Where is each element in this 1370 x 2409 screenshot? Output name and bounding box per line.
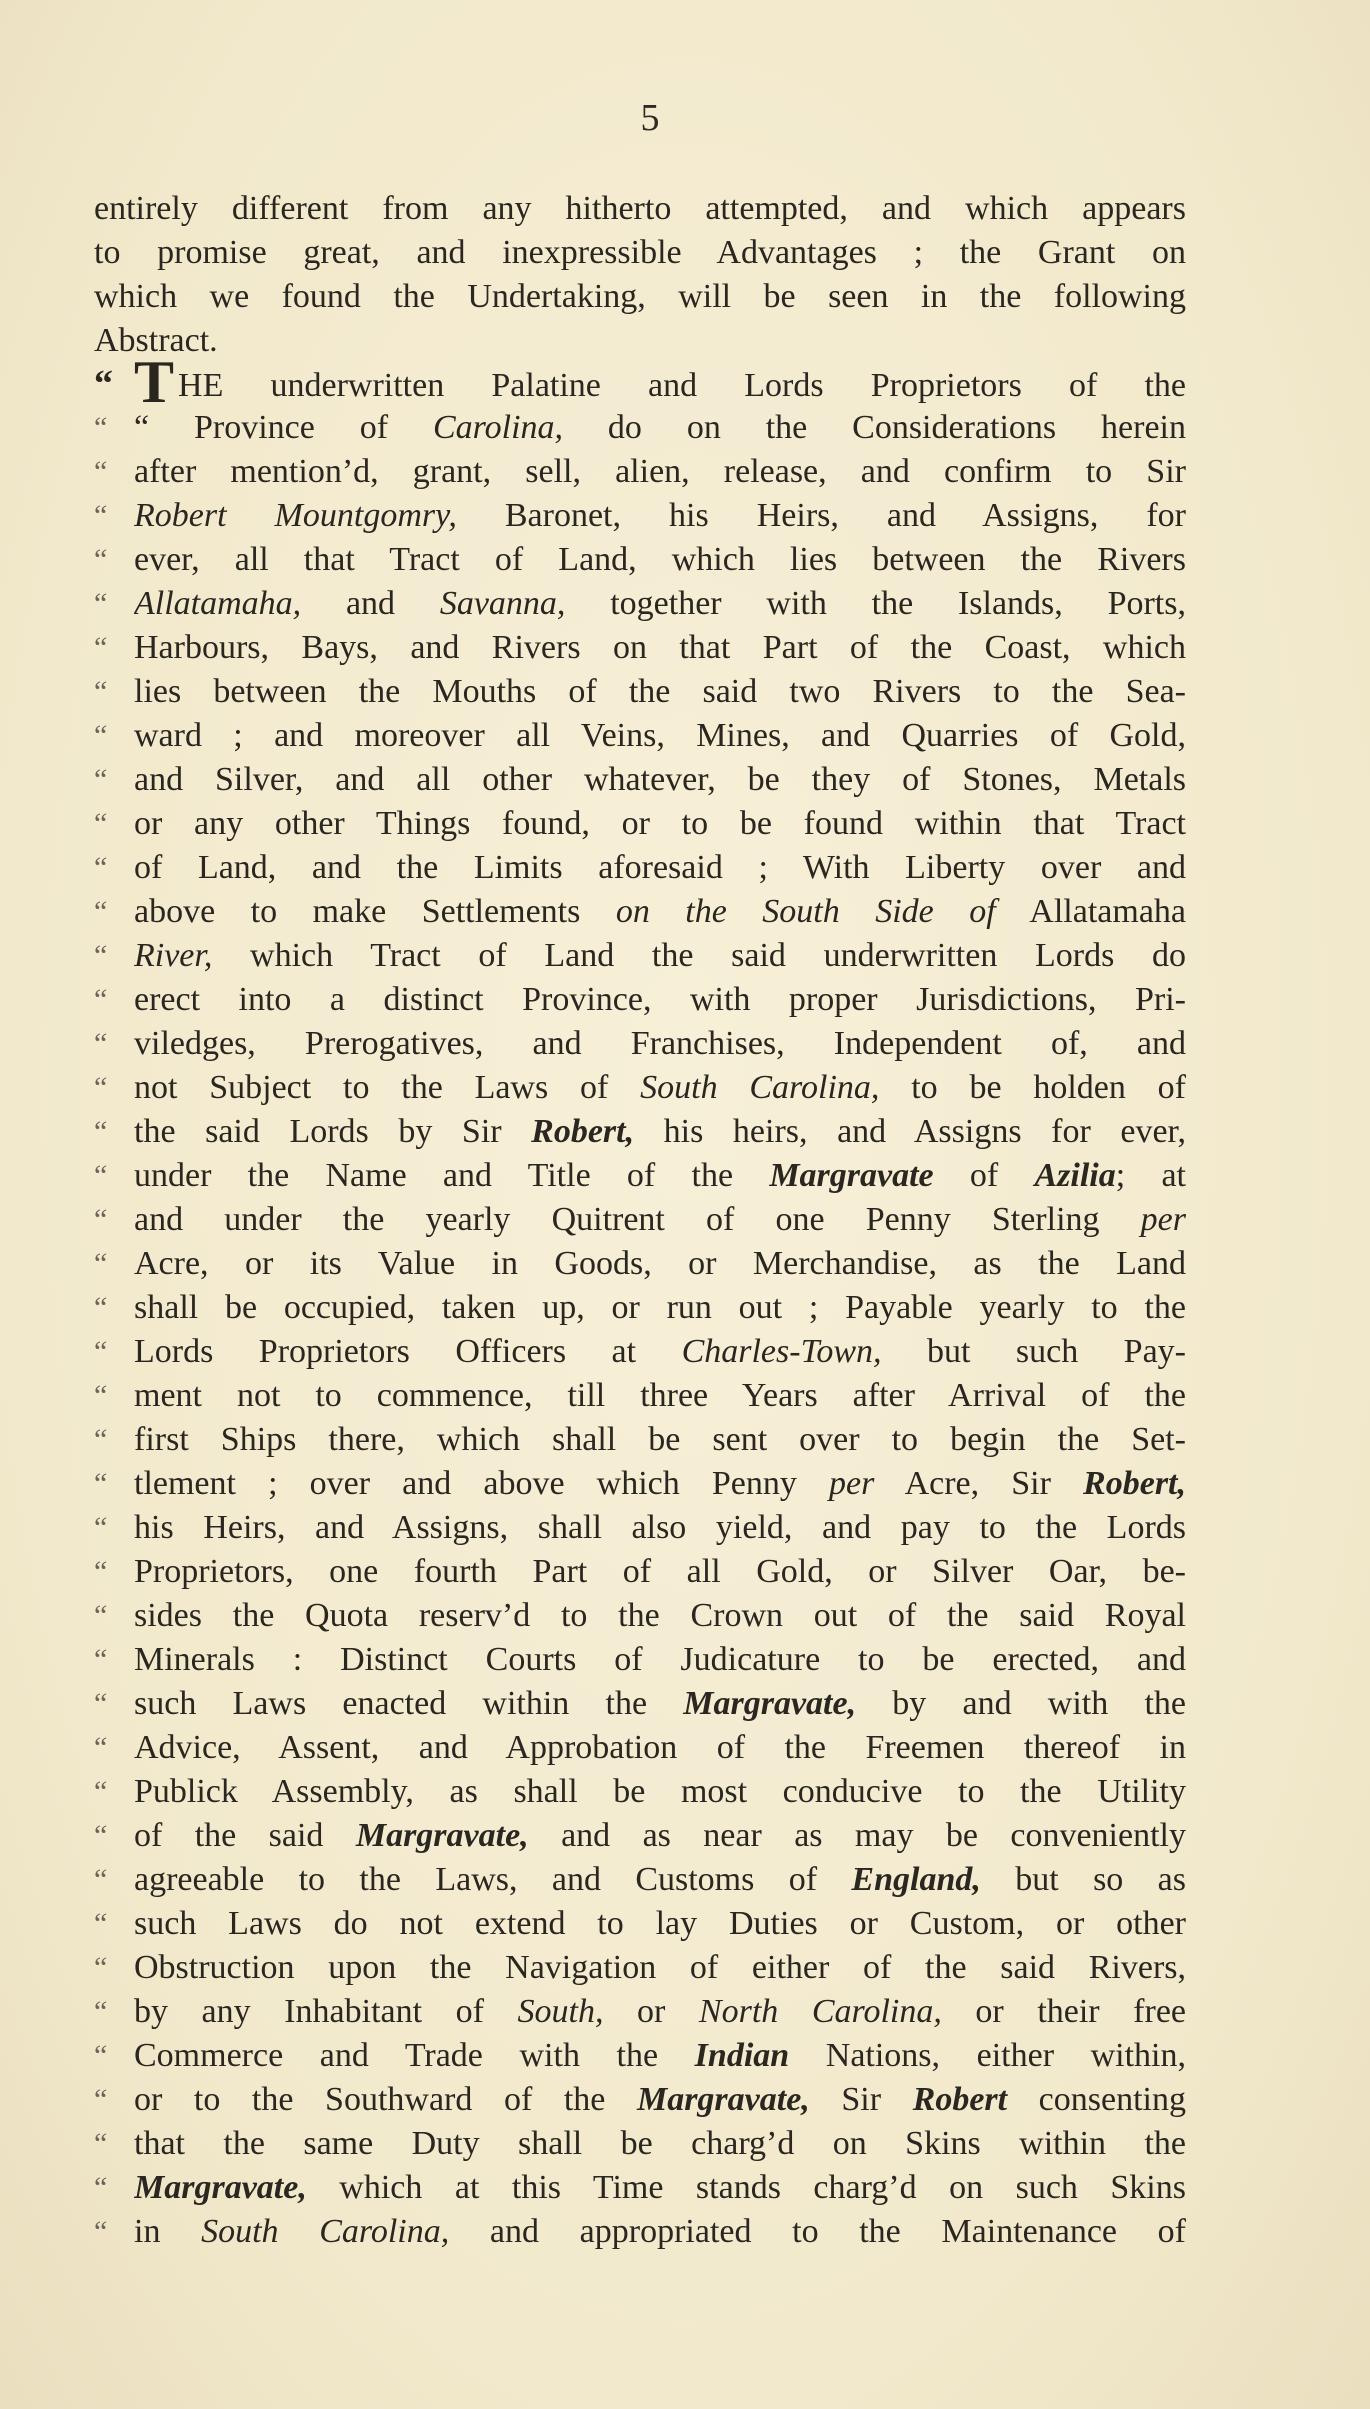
quote-mark: “ [94,1511,108,1544]
quote-mark: “ [94,1863,108,1896]
text-run: such Laws do not extend to lay Duties or Custom, or other [134,1905,1186,1942]
abstract-line [94,1594,1186,1638]
quote-mark: “ [94,2039,108,2072]
emphasized-text: per [829,1465,875,1502]
abstract-line [94,1638,1186,1682]
abstract-line [94,1506,1186,1550]
text-run: together with the Islands, Ports, [565,585,1186,622]
abstract-line [94,1814,1186,1858]
text-run: erect into a distinct Province, with proper Jurisdictions, Pri- [134,981,1186,1018]
abstract-line-text [134,1022,1186,1066]
abstract-line [94,2034,1186,2078]
text-run: which at this Time stands charg’d on such Skins [306,2169,1186,2206]
text-run: or [603,1993,699,2030]
abstract-line [94,1902,1186,1946]
text-run: Harbours, Bays, and Rivers on that Part of the Coast, which [134,629,1186,666]
emphasized-text: Indian [694,2037,790,2074]
text-run: tlement ; over and above which Penny [134,1465,829,1502]
text-run: Obstruction upon the Navigation of either of the said Rivers, [134,1949,1186,1986]
emphasized-text: Robert, [531,1113,635,1150]
abstract-line-text [134,934,1186,978]
emphasized-text: England, [851,1861,981,1898]
quote-mark: “ [94,807,108,840]
text-run: to be holden of [879,1069,1186,1106]
quote-mark: “ [94,1159,108,1192]
abstract-line-text [134,1814,1186,1858]
abstract-line [94,1066,1186,1110]
abstract-line [94,1418,1186,1462]
text-run: which Tract of Land the said underwritten Lords do [212,937,1186,974]
text-run: or their free [941,1993,1186,2030]
abstract-line [94,758,1186,802]
abstract-line [94,2210,1186,2254]
quote-mark: “ [94,1687,108,1720]
quote-mark: “ [94,1027,108,1060]
abstract-line [94,1990,1186,2034]
quote-mark: “ [94,1203,108,1236]
abstract-line [94,1154,1186,1198]
abstract-line-text [134,1638,1186,1682]
emphasized-text: North Carolina, [698,1993,942,2030]
quote-mark: “ [94,1115,108,1148]
emphasized-text: Carolina, [432,409,564,446]
quote-mark: “ [94,1599,108,1632]
text-run: and as near as may be conveniently [528,1817,1186,1854]
text-run: Advice, Assent, and Approbation of the Freemen thereof in [134,1729,1186,1766]
abstract-line [94,890,1186,934]
emphasized-text: Charles-Town, [681,1333,882,1370]
text-run: and Silver, and all other whatever, be they of Stones, Metals [134,761,1186,798]
text-run: or any other Things found, or to be found within that Tract [134,805,1186,842]
quote-mark: “ [94,1907,108,1940]
abstract-line-text [134,1902,1186,1946]
text-run: Lords Proprietors Officers at [134,1333,682,1370]
abstract-line [94,2078,1186,2122]
quote-mark: “ [94,895,108,928]
emphasized-text: Margravate, [683,1685,857,1722]
text-run: ment not to commence, till three Years after Arrival of the [134,1377,1186,1414]
emphasized-text: River, [134,937,213,974]
emphasized-text: Azilia [1034,1157,1116,1194]
quote-mark: “ [94,499,108,532]
abstract-line [94,1242,1186,1286]
abstract-line-text [134,1990,1186,2034]
intro-paragraph [94,187,1186,363]
quote-mark: “ [94,675,108,708]
emphasized-text: Savanna, [439,585,566,622]
emphasized-text: Margravate, [355,1817,529,1854]
abstract-line [94,1726,1186,1770]
abstract-line-text [134,1726,1186,1770]
abstract-line [94,934,1186,978]
abstract-line-text [134,406,1186,450]
abstract-line-text [134,1594,1186,1638]
abstract-line-text [134,2210,1186,2254]
text-run: Baronet, his Heirs, and Assigns, for [456,497,1186,534]
quote-mark: “ [94,1423,108,1456]
abstract-line-text [134,1066,1186,1110]
text-run: the said Lords by Sir [134,1113,532,1150]
abstract-line-text [134,2078,1186,2122]
abstract-line-text [134,1154,1186,1198]
abstract-line [94,538,1186,582]
quote-mark: “ [94,411,108,444]
text-run: or to the Southward of the [134,2081,637,2118]
text-run: consenting [1007,2081,1186,2118]
quote-mark: “ [94,2215,108,2248]
text-run: Acre, or its Value in Goods, or Merchandise, as the Land [134,1245,1186,1282]
text-run: that the same Duty shall be charg’d on Skins within the [134,2125,1186,2162]
text-run: his heirs, and Assigns for ever, [634,1113,1186,1150]
abstract-line-text [134,1462,1186,1506]
abstract-line [94,978,1186,1022]
abstract-line-text [134,2034,1186,2078]
quote-mark: “ [94,543,108,576]
abstract-line [94,1330,1186,1374]
quote-mark: “ [94,2127,108,2160]
abstract-line [94,362,1186,406]
abstract-line [94,582,1186,626]
abstract-line [94,1110,1186,1154]
quote-mark: “ [94,1247,108,1280]
quote-mark: “ [94,983,108,1016]
quote-mark: “ [94,1775,108,1808]
abstract-line-text [134,846,1186,890]
text-run: by any Inhabitant of [134,1993,518,2030]
emphasized-text: Margravate, [636,2081,810,2118]
abstract-line [94,450,1186,494]
text-run: Publick Assembly, as shall be most conducive to the Utility [134,1773,1186,1810]
text-run: above to make Settlements [134,893,616,930]
abstract-line-text [134,1198,1186,1242]
text-run: Proprietors, one fourth Part of all Gold, or Silver Oar, be- [134,1553,1186,1590]
emphasized-text: per [1140,1201,1186,1238]
abstract-line-text [134,538,1186,582]
quote-mark: “ [94,1379,108,1412]
text-run: and [301,585,440,622]
emphasized-text: Margravate, [134,2169,307,2206]
text-run: under the Name and Title of the [134,1157,770,1194]
quote-mark: “ [94,1071,108,1104]
abstract-line-text [134,362,1186,406]
abstract-line-text [134,1286,1186,1330]
abstract-line-text [134,2166,1186,2210]
quote-mark: “ [94,1643,108,1676]
quote-mark: “ [94,363,113,405]
abstract-line [94,1374,1186,1418]
abstract-line [94,2122,1186,2166]
abstract-line-text [134,1946,1186,1990]
abstract-line-text [134,494,1186,538]
text-run: first Ships there, which shall be sent over to begin the Set- [134,1421,1186,1458]
quote-mark: “ [94,1555,108,1588]
text-run: of the said [134,1817,356,1854]
abstract-line-text [134,1110,1186,1154]
quote-mark: “ [94,455,108,488]
text-run: viledges, Prerogatives, and Franchises, Independent of, and [134,1025,1186,1062]
abstract-line [94,714,1186,758]
abstract-line-text [134,450,1186,494]
text-run: of [933,1157,1035,1194]
quote-mark: “ [94,1291,108,1324]
intro-line: entirely different from any hitherto attempted, and which appears [94,190,1186,227]
abstract-line-text [134,758,1186,802]
emphasized-text: Allatamaha, [134,585,302,622]
quote-mark: “ [94,1731,108,1764]
quote-mark: “ [94,763,108,796]
text-run: agreeable to the Laws, and Customs of [134,1861,852,1898]
text-run: in [134,2213,202,2250]
emphasized-text: Margravate [769,1157,934,1194]
text-run: his Heirs, and Assigns, shall also yield, and pay to the Lords [134,1509,1186,1546]
emphasized-text: Robert [912,2081,1008,2118]
quote-mark: “ [94,1819,108,1852]
abstract-line-text [134,2122,1186,2166]
text-run: Nations, either within, [789,2037,1186,2074]
abstract-line [94,1682,1186,1726]
text-run: shall be occupied, taken up, or run out ; Payable yearly to the [134,1289,1186,1326]
abstract-line-text [134,1330,1186,1374]
text-run: Acre, Sir [874,1465,1084,1502]
text-run: sides the Quota reserv’d to the Crown out of the said Royal [134,1597,1186,1634]
emphasized-text: South Carolina, [201,2213,450,2250]
abstract-line [94,1462,1186,1506]
abstract-line-text [134,1418,1186,1462]
text-run: ever, all that Tract of Land, which lies between the Rivers [134,541,1186,578]
abstract-line [94,802,1186,846]
abstract-line-text [134,802,1186,846]
abstract-line [94,670,1186,714]
abstract-line-text [134,1682,1186,1726]
text-run: ward ; and moreover all Veins, Mines, and Quarries of Gold, [134,717,1186,754]
abstract-line [94,1770,1186,1814]
abstract-line-text [134,670,1186,714]
text-run: HE underwritten Palatine and Lords Proprietors of the [178,367,1186,404]
abstract-line-text [134,1242,1186,1286]
abstract-line [94,1858,1186,1902]
abstract-line-text [134,626,1186,670]
intro-line: to promise great, and inexpressible Advantages ; the Grant on [94,234,1186,271]
emphasized-text: Robert Mountgomry, [134,497,457,534]
text-run: Commerce and Trade with the [134,2037,695,2074]
text-run: but so as [980,1861,1186,1898]
text-run: but such Pay- [881,1333,1186,1370]
abstract-line [94,1022,1186,1066]
text-run: and appropriated to the Maintenance of [449,2213,1186,2250]
emphasized-text: South Carolina, [640,1069,880,1106]
quote-mark: “ [94,587,108,620]
abstract-line-text [134,1550,1186,1594]
quote-mark: “ [94,939,108,972]
text-run: not Subject to the Laws of [134,1069,641,1106]
abstract-line [94,1946,1186,1990]
abstract-line-text [134,1374,1186,1418]
quote-mark: “ [94,1951,108,1984]
abstract-line-text [134,714,1186,758]
text-run: Minerals : Distinct Courts of Judicature to be erected, and [134,1641,1186,1678]
quote-mark: “ [94,1995,108,2028]
text-run: do on the Considerations herein [563,409,1186,446]
abstract-line [94,494,1186,538]
quote-mark: “ [94,1467,108,1500]
text-run: by and with the [856,1685,1186,1722]
emphasized-text: South, [517,1993,604,2030]
intro-line: which we found the Undertaking, will be seen in the following [94,278,1186,315]
quote-mark: “ [94,719,108,752]
text-run: such Laws enacted within the [134,1685,684,1722]
drop-cap: T [134,362,175,406]
abstract-line [94,1198,1186,1242]
abstract-line [94,2166,1186,2210]
quote-mark: “ [94,851,108,884]
emphasized-text: on the South Side of [615,893,996,930]
quote-mark: “ [94,1335,108,1368]
text-run: of Land, and the Limits aforesaid ; With Liberty over and [134,849,1186,886]
abstract-line-text [134,1506,1186,1550]
text-run: Sir [809,2081,913,2118]
abstract-line-text [134,890,1186,934]
grant-abstract [94,362,1186,2254]
abstract-line-text [134,1770,1186,1814]
text-run: after mention’d, grant, sell, alien, release, and confirm to Sir [134,453,1186,490]
quote-mark: “ [94,2083,108,2116]
text-run: and under the yearly Quitrent of one Penny Sterling [134,1201,1141,1238]
quote-mark: “ [94,2171,108,2204]
intro-line: Abstract. [94,322,218,359]
emphasized-text: Robert, [1083,1465,1186,1502]
page-number: 5 [640,97,660,139]
text-run: ; at [1115,1157,1186,1194]
abstract-line [94,626,1186,670]
quote-mark: “ [94,631,108,664]
abstract-line [94,1286,1186,1330]
abstract-line [94,846,1186,890]
text-run: lies between the Mouths of the said two Rivers to the Sea- [134,673,1186,710]
abstract-line-text [134,582,1186,626]
abstract-line-text [134,978,1186,1022]
abstract-line [94,406,1186,450]
text-run: Allatamaha [995,893,1186,930]
text-run: “ Province of [134,409,433,446]
abstract-line [94,1550,1186,1594]
abstract-line-text [134,1858,1186,1902]
